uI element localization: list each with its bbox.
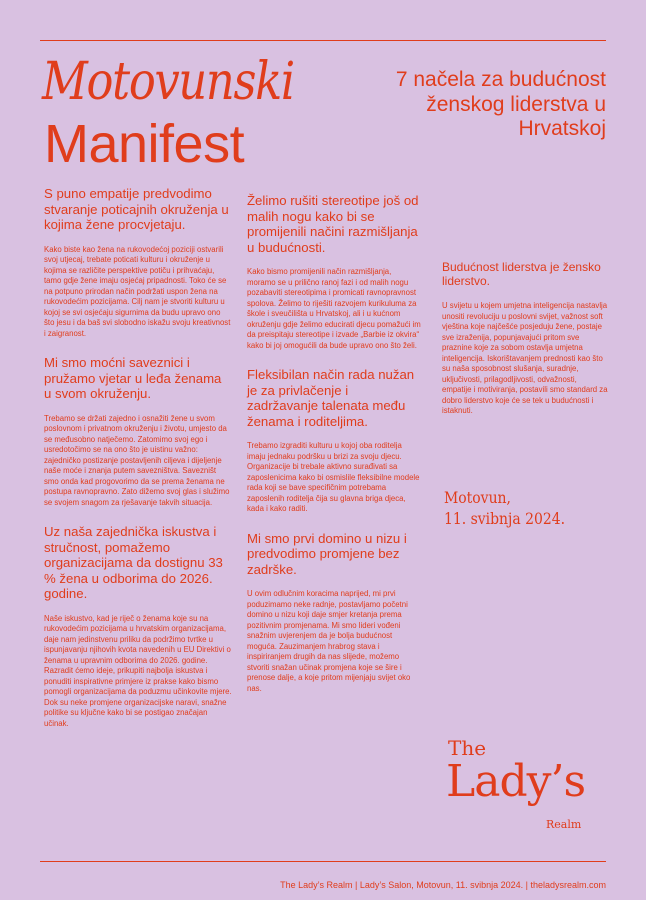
- principle-7-heading: Budućnost liderstva je žensko liderstvo.: [442, 260, 601, 288]
- principle-5-heading: Fleksibilan način rada nužan je za privlačenje i zadržavanje talenata među ženama i roditeljima.: [247, 367, 415, 429]
- bottom-rule: [40, 861, 606, 862]
- logo-realm: Realm: [546, 818, 582, 831]
- subtitle: 7 načela za budućnost ženskog liderstva u Hrvatskoj: [395, 68, 606, 140]
- column-3: [442, 260, 608, 435]
- title-line-2: Manifest: [44, 114, 245, 174]
- principle-6-heading: Mi smo prvi domino u nizu i predvodimo promjene bez zadrške.: [247, 530, 407, 577]
- logo-the: The: [448, 736, 487, 760]
- title-line-1: Motovunski: [42, 52, 294, 112]
- footer: The Lady’s Realm | Lady’s Salon, Motovun, 11. svibnja 2024. | theladysrealm.com: [280, 880, 606, 890]
- column-2: [247, 193, 421, 712]
- signature: [444, 488, 565, 530]
- principle-3-body: Naše iskustvo, kad je riječ o ženama koje su na rukovodećim pozicijama u hrvatskim organizacijama, daje nam jedinstvenu priliku da podržimo tvrtke u ispunjavanju njihovih kvota navedenih u EU Direktivi o ženama u upravnim odborima do 2026. godine. Razradit ćemo ideje, prikupiti najbolja iskustva i ponuditi inspirativne primjere iz prakse kako bismo pomogli organizacijama da poduzmu učinkovite mjere. Dok su neke promjene organizacijske naravi, snažne politike su ključne kako bi se postigao značajan učinak.: [44, 613, 232, 728]
- principle-7-body: U svijetu u kojem umjetna inteligencija nastavlja unositi revoluciju u poslovni svijet, važnost soft vještina koje najčešće posjeduju žene, postaje sve izraženija, popunjavajući pritom sve praznine koje za sobom ostavlja umjetna inteligencija. Iskorištavanjem prednosti kao što su naša sposobnost slušanja, suradnje, uključivosti, prilagodljivosti, odvažnosti, empatije i motiviranja, postavili smo standard za dobro liderstvo koje će se tek u budućnosti i istaknuti.: [442, 301, 608, 415]
- logo-lady: Lady’s: [446, 756, 586, 807]
- top-rule: [40, 40, 606, 41]
- principle-2-heading: Mi smo moćni saveznici i pružamo vjetar u leđa ženama u svom okruženju.: [44, 355, 222, 401]
- principle-5-body: Trebamo izgraditi kulturu u kojoj oba roditelja imaju jednaku podršku u brizi za svoju djecu. Organizacije bi trebale aktivno surađivati sa zaposlenicima kako bi osmislile fleksibilne modele rada koji se bave specifičnim potrebama zaposlenih roditelja čija su glavna briga djeca, kada i kako raditi.: [247, 441, 420, 513]
- principle-4-body: Kako bismo promijenili način razmišljanja, moramo se u prilično ranoj fazi i od malih nogu pozabaviti stereotipima i promicati ravnopravnost spolova. Želimo to riješiti razvojem kurikuluma za škole i sveučilišta u Hrvatskoj, ali i u kućnom okruženju gdje želimo educirati djecu pomažući im da preispitaju stereotipe i izvade „Barbie iz okvira“ kako bi joj omogućili da bude upravo ono što želi.: [247, 267, 421, 350]
- principle-4-heading: Želimo rušiti stereotipe još od malih nogu kako bi se promijenili načini razmišljanja u budućnosti.: [247, 193, 419, 255]
- signature-place: Motovun,: [444, 489, 511, 507]
- principle-2-body: Trebamo se držati zajedno i osnažiti žene u svom poslovnom i privatnom okruženju i životu, umjesto da se međusobno natječemo. Zatomimo svoj ego i usredotočimo se na ono što je uistinu važno: zajedničko postizanje postavljenih ciljeva i dijeljenje naše moće i znanja putem savezništva. Savezništ smo onda kad progovorimo da se prema ženama ne postupa ravnopravno. Zato dižemo svoj glas i služimo se svojem snagom za rješavanje takvih situacija.: [44, 413, 230, 507]
- principle-1-body: Kako biste kao žena na rukovodećoj poziciji ostvarili svoj utjecaj, trebate poticati kulturu i okruženje u kojima se različite perspektive potiču i prihvaćaju, tamo gdje žene imaju osjećaj pripadnosti. Toko će se na potpuno prirodan način podržati uspon žena na rukovodećim pozicijama. Cilj nam je stvoriti kulturu u kojoj se svi osjećaju sigurnima da budu upravo ono što jesu i da baš svi slobodno iskažu svoju kreativnost i zaigranost.: [44, 244, 231, 338]
- principle-1-heading: S puno empatije predvodimo stvaranje poticajnih okruženja u kojima žene procvjetaju.: [44, 186, 229, 232]
- principle-3-heading: Uz naša zajednička iskustva i stručnost, pomažemo organizacijama da dostignu 33 % žena u odborima do 2026. godine.: [44, 524, 223, 601]
- signature-date: 11. svibnja 2024.: [444, 510, 566, 528]
- principle-6-body: U ovim odlučnim koracima naprijed, mi prvi poduzimamo neke radnje, postavljamo početni domino u nizu koji daje smjer kretanja prema pozitivnim promjenama. Mi smo lideri vođeni snažnim uvjerenjem da je bolja budućnost moguća. Zauzimanjem hrabrog stava i inspiriranjem drugih da nas slijede, možemo stvoriti snažan učinak promjena koje se šire i prenose dalje, a koje pritom mijenjaju svijet oko nas.: [247, 589, 411, 693]
- column-1: [44, 186, 232, 747]
- ladys-realm-logo: [446, 736, 596, 846]
